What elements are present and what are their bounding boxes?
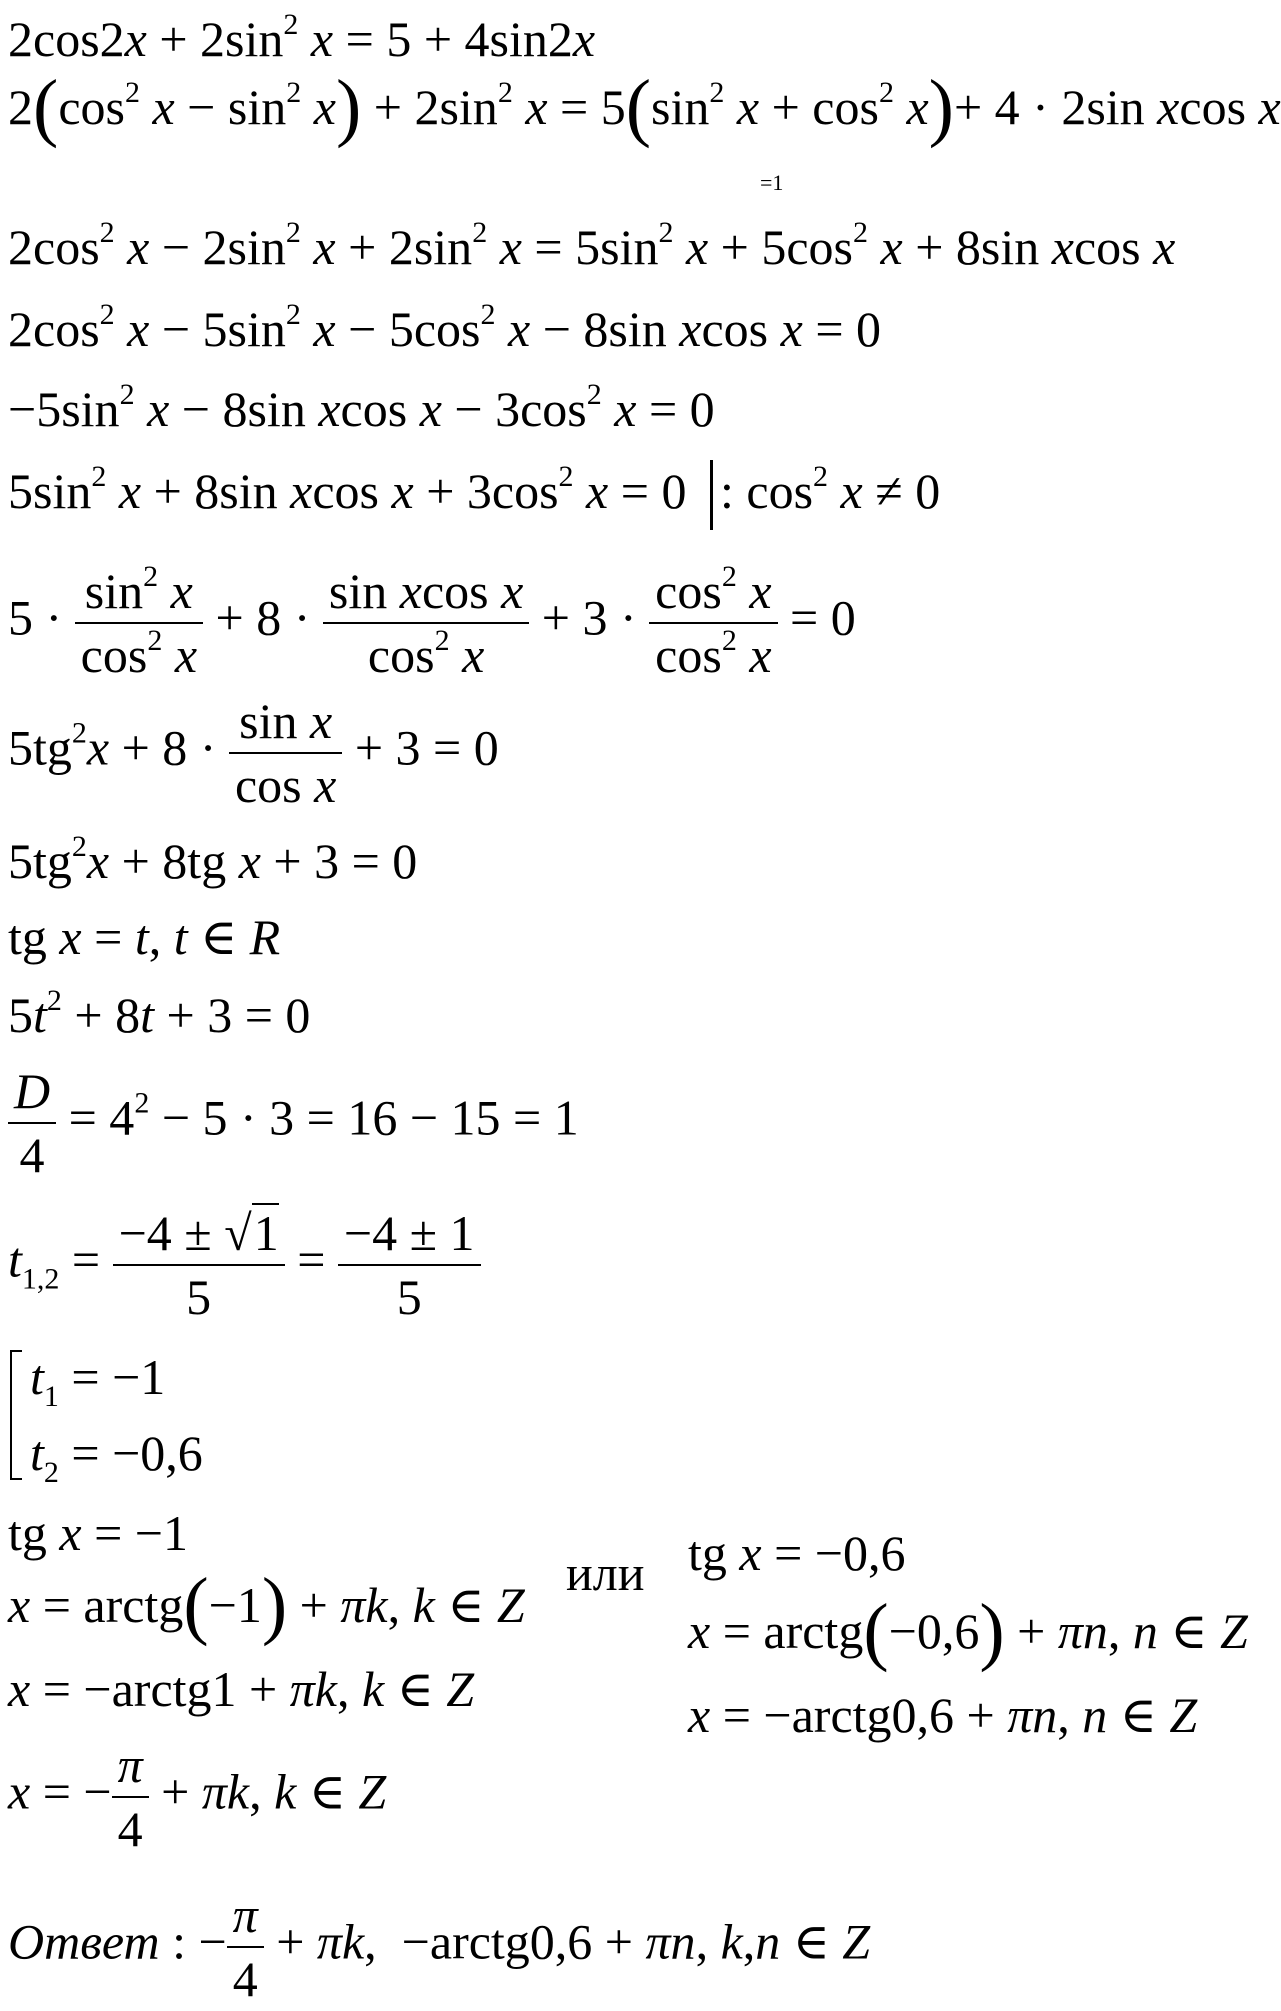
equation-line-6: $5\sin^2$ x + 8sin xcos $x + 3\cos^2$ x = 0 [8,460,687,519]
equation-line-4: $2\cos^2$ $x - 5\sin^2$ $x - 5\cos^2$ x − 8sin xcos x = 0 [8,298,882,357]
equation-line-5: $-5\sin^2$ x − 8sin xcos $x - 3\cos^2$ x = 0 [8,378,715,437]
division-bar [710,460,713,530]
equation-line-10: tg x = t, t ∈ R [8,909,281,965]
equation-line-1: $2\cos 2x + 2\sin^2$ x = 5 + 4sin2x [8,8,596,67]
equation-line-7: 5 · $\frac{\sin^2 x}{\cos^2 x}$ + 8 · $\frac{\text{sin xcos x}}{\cos^2 x}$ + 3 · $\frac{\cos^2 x}{\cos^2 x}$ = 0 [8,560,856,683]
equation-line-13: $t_{1,2}$ = $\frac{-4 \pm √1}{5}$ = $\frac{-4 \pm 1}{5}$ [8,1208,481,1322]
answer-label: Ответ [8,1913,160,1970]
equation-line-11: $5t^2 + 8t + 3 = 0$ [8,984,311,1043]
right-equation-3: x = −arctg0,6 + πn, n ∈ Z [688,1687,1198,1743]
equation-line-2: $2(\cos^2$ $x - \sin^2 x) + 2\sin^2$ $x = 5(\sin^2$ $x + \cos^2 x)+ 4 \cdot 2\sin$ xcos x [8,65,1281,149]
divisor-condition: : $\cos^2 x \ne 0$ [720,460,941,519]
equation-line-18: x = −arctg1 + πk, k ∈ Z [8,1661,475,1717]
answer-line: Ответ : − $\frac{\pi}{4}$ + πk, −arctg0,6 + πn, k,n ∈ Z [8,1887,871,2007]
right-equation-1: tg x = −0,6 [688,1525,906,1581]
equation-line-12: $\frac{D}{4}$ = $4^2 - 5 \cdot 3 = 16 - 15 = 1$ [8,1066,579,1180]
under-note: =1 [760,170,784,195]
equation-line-19: x = − $\frac{\pi}{4}$ + πk, k ∈ Z [8,1737,387,1857]
equation-line-9: $5tg^2x + 8tg$ x + 3 = 0 [8,830,418,889]
or-word: или [566,1545,645,1601]
equation-line-8: $5tg^2x + 8$ · $\frac{\text{sin x}}{\text{cos x}}$ + 3 = 0 [8,693,499,813]
equation-line-3: $2\cos^2$ $x - 2\sin^2$ $x + 2\sin^2$ $x = 5\sin^2$ $x + 5\cos^2$ x + 8sin xcos x [8,216,1176,275]
system-bracket [10,1350,22,1480]
equation-line-17: x = arctg(−1) + πk, k ∈ Z [8,1563,525,1647]
equation-line-16: tg x = −1 [8,1505,189,1561]
equation-line-14: $t_1 = -1$ [30,1349,166,1413]
equation-line-15: $t_2 = -0,6$ [30,1425,203,1489]
right-equation-2: x = arctg(−0,6) + πn, n ∈ Z [688,1589,1248,1673]
